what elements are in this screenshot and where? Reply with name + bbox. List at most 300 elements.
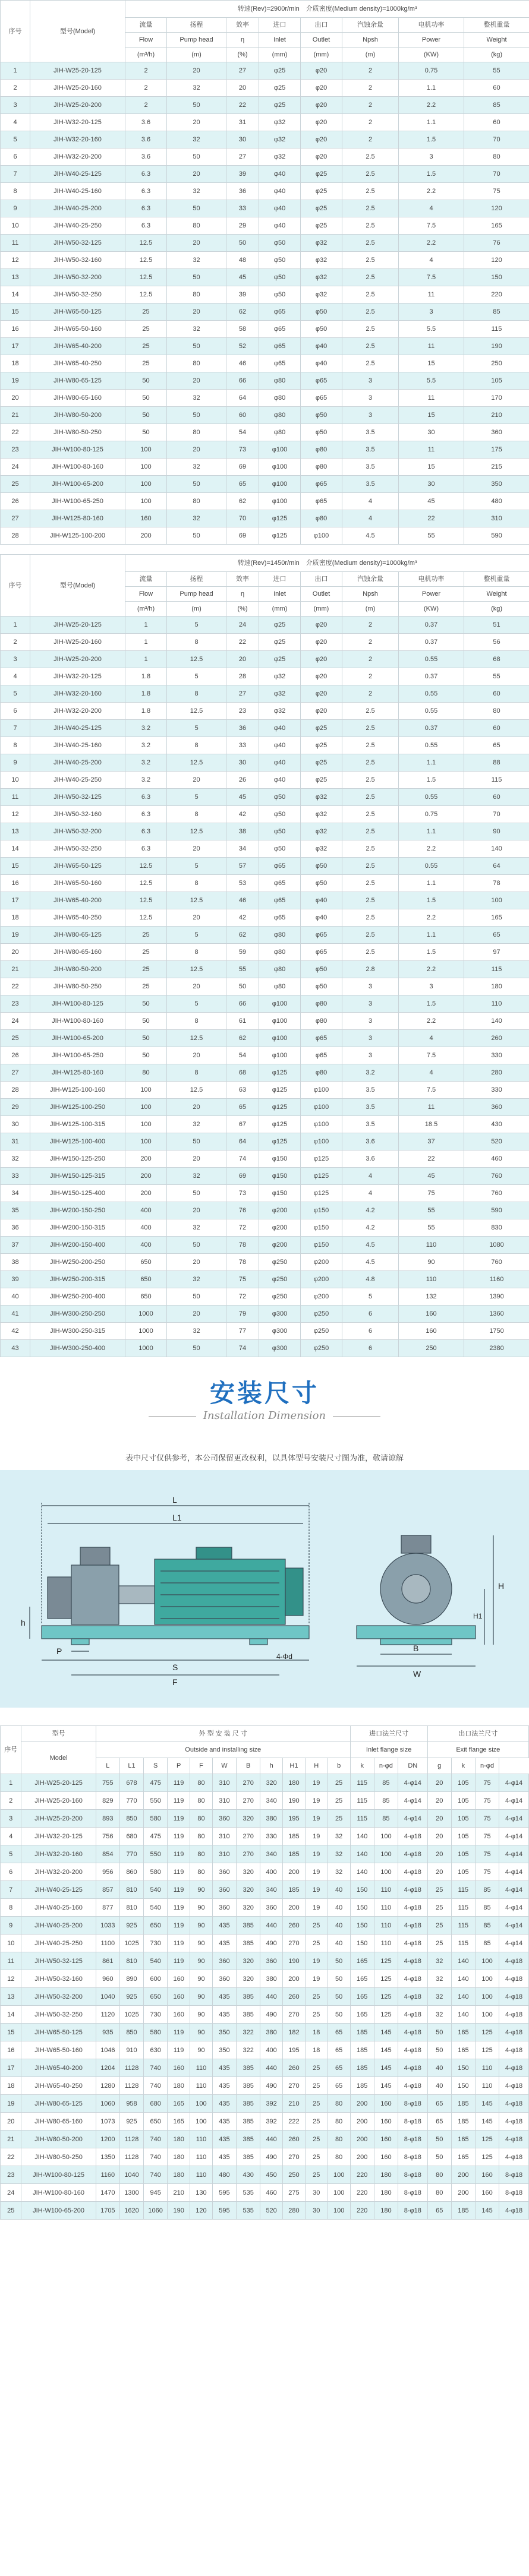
table-cell: 810 — [119, 1952, 143, 1970]
table-cell: 4 — [399, 1030, 464, 1047]
table-cell: 5 — [167, 617, 226, 634]
table-row — [1, 424, 529, 441]
table-cell: 460 — [464, 1150, 529, 1168]
dim-col-header: H1 — [283, 1758, 306, 1774]
table-cell: 16 — [1, 2041, 21, 2059]
table-row — [1, 1952, 529, 1970]
table-cell: 30 — [226, 131, 259, 148]
table-cell: JIH-W50-32-125 — [30, 235, 125, 252]
table-cell: 50 — [427, 2148, 451, 2166]
table-row — [1, 2131, 529, 2148]
table-cell: 2.2 — [399, 1013, 464, 1030]
table-row — [1, 372, 529, 390]
table-cell: φ150 — [259, 1185, 301, 1202]
table-cell: 19 — [305, 1899, 328, 1917]
table-cell: 62 — [226, 1030, 259, 1047]
table-cell: 119 — [168, 1881, 190, 1899]
table-cell: 25 — [427, 1935, 451, 1952]
table-cell: 19 — [305, 1774, 328, 1792]
table-cell: 20 — [1, 2113, 21, 2131]
table-cell: φ200 — [259, 1237, 301, 1254]
table-cell: 50 — [167, 1133, 226, 1150]
table-cell: 910 — [119, 2041, 143, 2059]
table-cell: 140 — [451, 2006, 475, 2024]
table-cell: 25 — [125, 978, 167, 995]
table-cell: 25 — [427, 1917, 451, 1935]
table-cell: 2 — [342, 80, 399, 97]
col-header-eff: η — [226, 33, 259, 48]
table-cell: 7 — [1, 166, 30, 183]
table-cell: 25 — [305, 2095, 328, 2113]
table-cell: 70 — [226, 510, 259, 527]
table-cell: 25 — [305, 2059, 328, 2077]
table-cell: 25 — [125, 944, 167, 961]
table-cell: 2.2 — [399, 961, 464, 978]
table-cell: 3.2 — [125, 720, 167, 737]
table-cell: 460 — [260, 2184, 283, 2202]
table-cell: 4-φ14 — [499, 1899, 529, 1917]
table-cell: 26 — [226, 772, 259, 789]
table-cell: 25 — [328, 1792, 350, 1810]
table-cell: 15 — [399, 355, 464, 372]
table-cell: 3.2 — [342, 1064, 399, 1082]
table-cell: 50 — [167, 1185, 226, 1202]
table-cell: 32 — [328, 1863, 350, 1881]
table-cell: 110 — [190, 2059, 213, 2077]
table-cell: 80 — [464, 703, 529, 720]
table-cell: 140 — [350, 1845, 374, 1863]
table-cell: 6 — [342, 1340, 399, 1357]
table-cell: 0.75 — [399, 806, 464, 823]
table-cell: 4-φ18 — [398, 1917, 427, 1935]
dim-no-header: 序号 — [1, 1726, 21, 1774]
table-cell: 90 — [190, 1917, 213, 1935]
table-cell: 27 — [1, 510, 30, 527]
table-cell: φ50 — [301, 407, 342, 424]
table-cell: 10 — [1, 217, 30, 235]
table-cell: 40 — [328, 1917, 350, 1935]
table-row — [1, 407, 529, 424]
col-header-inlet: Inlet — [259, 587, 301, 602]
table-cell: 38 — [226, 823, 259, 840]
table-cell: 105 — [451, 1828, 475, 1845]
table-cell: 540 — [144, 1899, 168, 1917]
table-cell: 8-φ18 — [398, 2202, 427, 2220]
table-cell: φ25 — [301, 720, 342, 737]
table-cell: 4-φ14 — [398, 1792, 427, 1810]
table-cell: 4 — [399, 1064, 464, 1082]
table-cell: φ50 — [301, 858, 342, 875]
table-cell: 12.5 — [125, 892, 167, 909]
table-cell: 7 — [1, 1881, 21, 1899]
table-cell: 22 — [226, 634, 259, 651]
table-row — [1, 1306, 529, 1323]
table-cell: 275 — [283, 2184, 306, 2202]
table-cell: 150 — [350, 1935, 374, 1952]
table-cell: φ200 — [301, 1254, 342, 1271]
table-cell: 100 — [125, 1116, 167, 1133]
table-cell: 2.5 — [342, 269, 399, 286]
table-cell: 3 — [399, 978, 464, 995]
table-cell: 12.5 — [167, 703, 226, 720]
table-cell: 5 — [167, 720, 226, 737]
table-cell: JIH-W150-125-315 — [30, 1168, 125, 1185]
table-cell: 4-φ18 — [499, 1952, 529, 1970]
table-cell: 2.2 — [399, 235, 464, 252]
motor-body — [155, 1559, 285, 1624]
table-cell: 650 — [144, 2113, 168, 2131]
table-row — [1, 2024, 529, 2041]
table-cell: 310 — [212, 1792, 236, 1810]
table-cell: JIH-W100-80-125 — [21, 2166, 96, 2184]
table-cell: 2 — [342, 668, 399, 685]
table-cell: φ300 — [259, 1323, 301, 1340]
table-cell: 32 — [167, 1116, 226, 1133]
table-cell: 595 — [212, 2202, 236, 2220]
table-cell: 76 — [464, 235, 529, 252]
table-cell: 200 — [451, 2184, 475, 2202]
col-header-flow: (m³/h) — [125, 602, 167, 617]
table-cell: 1.5 — [399, 772, 464, 789]
table-cell: 140 — [464, 1013, 529, 1030]
table-cell: 7.5 — [399, 217, 464, 235]
table-cell: φ32 — [301, 806, 342, 823]
table-cell: φ125 — [301, 1150, 342, 1168]
table-cell: 125 — [374, 1988, 398, 2006]
table-row — [1, 789, 529, 806]
table-cell: 75 — [475, 1792, 499, 1810]
table-cell: 12 — [1, 806, 30, 823]
col-model-header: 型号(Model) — [30, 1, 125, 62]
col-header-outlet: 出口 — [301, 18, 342, 33]
dim-inlet-header: 进口法兰尺寸 — [350, 1726, 427, 1742]
table-cell: JIH-W65-50-160 — [30, 875, 125, 892]
table-cell: 130 — [190, 2184, 213, 2202]
table-cell: 100 — [328, 2166, 350, 2184]
table-cell: 50 — [167, 269, 226, 286]
table-cell: 160 — [168, 1988, 190, 2006]
dim-col-header: k — [451, 1758, 475, 1774]
table-cell: 34 — [226, 840, 259, 858]
col-header-flow: (m³/h) — [125, 48, 167, 62]
table-cell: 30 — [399, 476, 464, 493]
table-row — [1, 2006, 529, 2024]
table-cell: 2 — [342, 651, 399, 668]
table-cell: 125 — [475, 2131, 499, 2148]
table-cell: 56 — [464, 634, 529, 651]
table-cell: 2.2 — [399, 909, 464, 927]
table-cell: JIH-W50-32-160 — [30, 806, 125, 823]
table-cell: φ80 — [259, 961, 301, 978]
table-cell: 21 — [1, 2131, 21, 2148]
end-view — [357, 1535, 493, 1666]
table-cell: 110 — [190, 2077, 213, 2095]
table-cell: 80 — [125, 1064, 167, 1082]
table-row — [1, 166, 529, 183]
table-cell: 74 — [226, 1340, 259, 1357]
table-cell: 400 — [125, 1237, 167, 1254]
dim-col-header: L — [96, 1758, 119, 1774]
table-cell: JIH-W65-50-125 — [30, 304, 125, 321]
table-cell: φ80 — [259, 372, 301, 390]
table-cell: JIH-W50-32-200 — [21, 1988, 96, 2006]
table-cell: 190 — [283, 1792, 306, 1810]
table-row — [1, 1288, 529, 1306]
table-cell: φ65 — [259, 338, 301, 355]
table-cell: JIH-W125-100-315 — [30, 1116, 125, 1133]
table-cell: φ80 — [259, 390, 301, 407]
table-cell: 890 — [119, 1970, 143, 1988]
table-cell: 3.5 — [342, 441, 399, 459]
table-cell: 40 — [328, 1935, 350, 1952]
table-cell: 5 — [167, 858, 226, 875]
table-cell: 3.5 — [342, 1099, 399, 1116]
table-cell: 115 — [350, 1792, 374, 1810]
table-cell: φ20 — [301, 685, 342, 703]
table-cell: 110 — [190, 2148, 213, 2166]
table-cell: 392 — [260, 2113, 283, 2131]
table-cell: 165 — [451, 2131, 475, 2148]
table-cell: φ40 — [301, 355, 342, 372]
table-cell: 50 — [328, 1970, 350, 1988]
table-cell: 4 — [342, 510, 399, 527]
table-cell: φ125 — [259, 1133, 301, 1150]
table-cell: 119 — [168, 1792, 190, 1810]
table-cell: 4-φ18 — [398, 2006, 427, 2024]
table-cell: 50 — [328, 1952, 350, 1970]
table-cell: 760 — [464, 1168, 529, 1185]
table-cell: JIH-W80-50-250 — [30, 424, 125, 441]
table-cell: 100 — [125, 493, 167, 510]
dim-col-header: n-φd — [475, 1758, 499, 1774]
table-cell: φ50 — [301, 304, 342, 321]
table-cell: 760 — [464, 1254, 529, 1271]
performance-table-1450 — [0, 554, 529, 1357]
table-cell: 200 — [125, 1150, 167, 1168]
table-cell: 80 — [167, 217, 226, 235]
table-cell: 145 — [374, 2077, 398, 2095]
table-cell: 1204 — [96, 2059, 119, 2077]
table-cell: 185 — [451, 2095, 475, 2113]
table-cell: 829 — [96, 1792, 119, 1810]
table-cell: 25 — [125, 338, 167, 355]
table-cell: JIH-W80-50-250 — [30, 978, 125, 995]
table-cell: 45 — [399, 493, 464, 510]
table-cell: 2 — [1, 634, 30, 651]
table-cell: 4 — [1, 114, 30, 131]
label-F: F — [172, 1677, 178, 1687]
table-cell: 54 — [226, 424, 259, 441]
dim-inlet-en: Inlet flange size — [350, 1742, 427, 1758]
table-cell: 12.5 — [167, 754, 226, 772]
table-cell: 430 — [237, 2166, 260, 2184]
table-cell: 2.5 — [342, 875, 399, 892]
table-cell: 4-φ18 — [499, 2113, 529, 2131]
table-cell: 1160 — [96, 2166, 119, 2184]
table-cell: 21 — [1, 407, 30, 424]
table-row — [1, 668, 529, 685]
table-cell: 20 — [167, 1099, 226, 1116]
table-cell: 4-φ18 — [398, 1988, 427, 2006]
table-cell: JIH-W50-32-200 — [30, 823, 125, 840]
table-cell: 200 — [350, 2095, 374, 2113]
col-header-outlet: (mm) — [301, 48, 342, 62]
table-cell: 1360 — [464, 1306, 529, 1323]
table-cell: 210 — [168, 2184, 190, 2202]
table-cell: 19 — [305, 1810, 328, 1828]
table-row — [1, 459, 529, 476]
table-cell: 490 — [260, 1935, 283, 1952]
table-cell: 2.5 — [342, 200, 399, 217]
table-row — [1, 1013, 529, 1030]
table-row — [1, 2059, 529, 2077]
table-cell: 6.3 — [125, 806, 167, 823]
table-cell: 4-φ18 — [398, 2041, 427, 2059]
table-cell: 65 — [427, 2113, 451, 2131]
table-cell: φ100 — [259, 995, 301, 1013]
table-cell: JIH-W40-25-160 — [30, 183, 125, 200]
table-cell: 3 — [342, 995, 399, 1013]
table-cell: 740 — [144, 2077, 168, 2095]
table-cell: 2.2 — [399, 97, 464, 114]
table-cell: JIH-W32-20-200 — [30, 703, 125, 720]
table-cell: 145 — [475, 2113, 499, 2131]
table-cell: 65 — [328, 2041, 350, 2059]
table-cell: 28 — [1, 1082, 30, 1099]
table-row — [1, 1810, 529, 1828]
table-cell: 3 — [1, 1810, 21, 1828]
table-cell: 200 — [283, 1970, 306, 1988]
table-cell: 310 — [212, 1774, 236, 1792]
table-cell: 18 — [1, 2077, 21, 2095]
table-cell: 0.55 — [399, 703, 464, 720]
table-cell: φ150 — [301, 1202, 342, 1219]
table-cell: 2.5 — [342, 944, 399, 961]
col-header-eff: (%) — [226, 602, 259, 617]
table-cell: 8 — [1, 1899, 21, 1917]
table-cell: 65 — [328, 2077, 350, 2095]
table-cell: φ32 — [259, 668, 301, 685]
col-header-outlet: Outlet — [301, 587, 342, 602]
table-cell: 18.5 — [399, 1116, 464, 1133]
table-cell: φ100 — [259, 1047, 301, 1064]
table-cell: JIH-W100-65-200 — [30, 476, 125, 493]
table-cell: 50 — [226, 978, 259, 995]
pump-drawing-svg — [0, 1470, 529, 1708]
table-cell: 19 — [305, 1845, 328, 1863]
table-cell: 1100 — [96, 1935, 119, 1952]
table-cell: 26 — [1, 493, 30, 510]
table-cell: 1128 — [119, 2131, 143, 2148]
table-cell: 380 — [260, 2024, 283, 2041]
table-cell: 10 — [1, 1935, 21, 1952]
table-cell: 260 — [464, 1030, 529, 1047]
table-cell: 850 — [119, 2024, 143, 2041]
table-cell: 877 — [96, 1899, 119, 1917]
table-cell: 2.5 — [342, 909, 399, 927]
table-cell: 810 — [119, 1881, 143, 1899]
table-cell: 165 — [451, 2041, 475, 2059]
table-cell: 90 — [190, 2024, 213, 2041]
table-cell: 220 — [464, 286, 529, 304]
table-cell: 50 — [125, 372, 167, 390]
table-cell: 4-φ18 — [499, 2095, 529, 2113]
table-cell: JIH-W65-50-125 — [30, 858, 125, 875]
table-cell: JIH-W200-150-315 — [30, 1219, 125, 1237]
table-cell: JIH-W50-32-160 — [21, 1970, 96, 1988]
table-row — [1, 1168, 529, 1185]
table-cell: 119 — [168, 1863, 190, 1881]
table-cell: JIH-W65-40-200 — [21, 2059, 96, 2077]
table-cell: JIH-W50-32-160 — [30, 252, 125, 269]
table-cell: 90 — [190, 1970, 213, 1988]
table-cell: 180 — [283, 1774, 306, 1792]
table-cell: 50 — [167, 407, 226, 424]
table-cell: 31 — [1, 1133, 30, 1150]
table-cell: 165 — [464, 217, 529, 235]
table-cell: 8-φ18 — [398, 2095, 427, 2113]
table-cell: JIH-W300-250-315 — [30, 1323, 125, 1340]
table-cell: JIH-W80-65-160 — [21, 2113, 96, 2131]
table-cell: 80 — [328, 2148, 350, 2166]
table-cell: φ25 — [259, 617, 301, 634]
table-row — [1, 200, 529, 217]
table-cell: 4-φ18 — [499, 2024, 529, 2041]
table-cell: 46 — [226, 892, 259, 909]
table-cell: 110 — [190, 2131, 213, 2148]
col-header-flow: 流量 — [125, 572, 167, 587]
table-cell: φ50 — [259, 806, 301, 823]
table-cell: 4-φ14 — [499, 1845, 529, 1863]
table-cell: 20 — [167, 114, 226, 131]
table-cell: 20 — [167, 1254, 226, 1271]
table-cell: 340 — [260, 1792, 283, 1810]
table-cell: φ200 — [259, 1219, 301, 1237]
table-cell: 50 — [125, 390, 167, 407]
side-view — [30, 1503, 309, 1675]
table-cell: 30 — [226, 754, 259, 772]
table-cell: 34 — [1, 1185, 30, 1202]
table-cell: φ100 — [301, 1099, 342, 1116]
install-subtitle: Installation Dimension — [203, 1409, 326, 1422]
table-cell: 41 — [1, 1306, 30, 1323]
table-cell: 110 — [374, 1881, 398, 1899]
table-cell: 385 — [237, 1917, 260, 1935]
table-cell: 75 — [475, 1828, 499, 1845]
table-cell: 435 — [212, 1917, 236, 1935]
table-cell: 160 — [125, 510, 167, 527]
table-cell: φ65 — [259, 355, 301, 372]
table-cell: JIH-W40-25-250 — [30, 217, 125, 235]
table-cell: 100 — [125, 459, 167, 476]
table-cell: JIH-W80-65-125 — [30, 927, 125, 944]
table-cell: 2.5 — [342, 927, 399, 944]
table-cell: 160 — [374, 2095, 398, 2113]
table-cell: 75 — [464, 183, 529, 200]
table-cell: 185 — [350, 2077, 374, 2095]
table-cell: 100 — [190, 2113, 213, 2131]
table-row — [1, 1863, 529, 1881]
table-cell: 270 — [237, 1792, 260, 1810]
table-cell: 195 — [283, 2041, 306, 2059]
table-cell: 57 — [226, 858, 259, 875]
table-cell: 260 — [283, 2059, 306, 2077]
table-cell: 50 — [125, 1030, 167, 1047]
table-cell: 190 — [283, 1952, 306, 1970]
table-cell: 200 — [125, 527, 167, 545]
table-cell: 33 — [1, 1168, 30, 1185]
table-cell: 270 — [237, 1774, 260, 1792]
